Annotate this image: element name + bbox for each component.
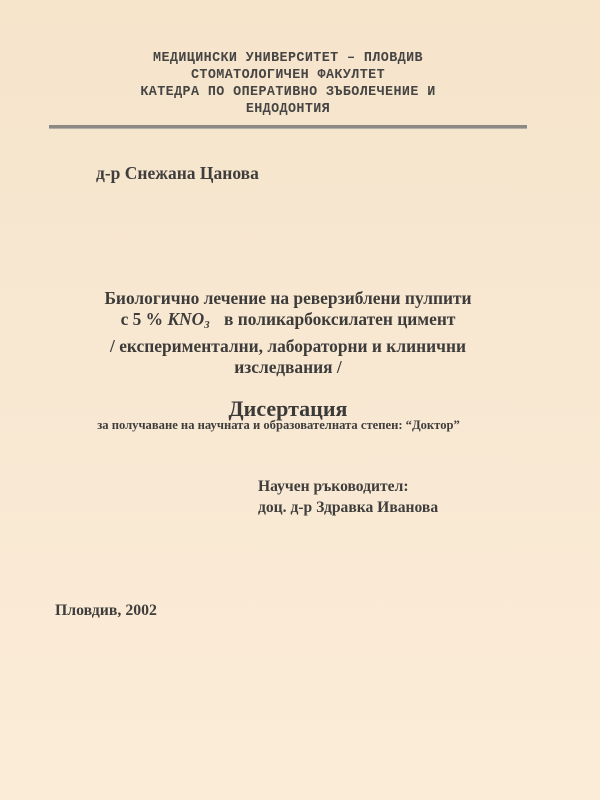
supervisor-label: Научен ръководител: bbox=[258, 478, 409, 495]
institution-header bbox=[76, 50, 500, 118]
header-faculty: СТОМАТОЛОГИЧЕН ФАКУЛТЕТ bbox=[190, 68, 386, 83]
title-line-1: Биологично лечение на реверзиблени пулпити bbox=[104, 288, 472, 308]
title-line-2-prefix: с 5 % bbox=[120, 309, 164, 329]
dissertation-heading: Дисертация bbox=[228, 396, 348, 421]
header-university: МЕДИЦИНСКИ УНИВЕРСИТЕТ – ПЛОВДИВ bbox=[153, 51, 423, 66]
place-and-year: Пловдив, 2002 bbox=[55, 602, 157, 619]
title-line-2-suffix: в поликарбоксилатен цимент bbox=[224, 309, 456, 329]
formula-main: KNO bbox=[167, 309, 205, 329]
header-department: КАТЕДРА ПО ОПЕРАТИВНО ЗЪБОЛЕЧЕНИЕ И bbox=[140, 85, 436, 100]
supervisor-name: доц. д-р Здравка Иванова bbox=[258, 499, 439, 516]
supervisor-block bbox=[258, 476, 438, 518]
title-line-4: изследвания / bbox=[234, 357, 342, 377]
chemical-formula bbox=[167, 309, 209, 329]
formula-subscript: 3 bbox=[204, 319, 210, 331]
degree-subtitle: за получаване на научната и образователната степен: “Доктор” bbox=[97, 418, 460, 432]
thesis-title bbox=[48, 288, 528, 378]
author-name: д-р Снежана Цанова bbox=[96, 163, 259, 183]
title-line-3: / експериментални, лабораторни и клинични bbox=[110, 336, 466, 356]
title-line-2 bbox=[48, 309, 528, 336]
header-department-cont: ЕНДОДОНТИЯ bbox=[245, 102, 331, 117]
header-divider bbox=[49, 125, 527, 129]
